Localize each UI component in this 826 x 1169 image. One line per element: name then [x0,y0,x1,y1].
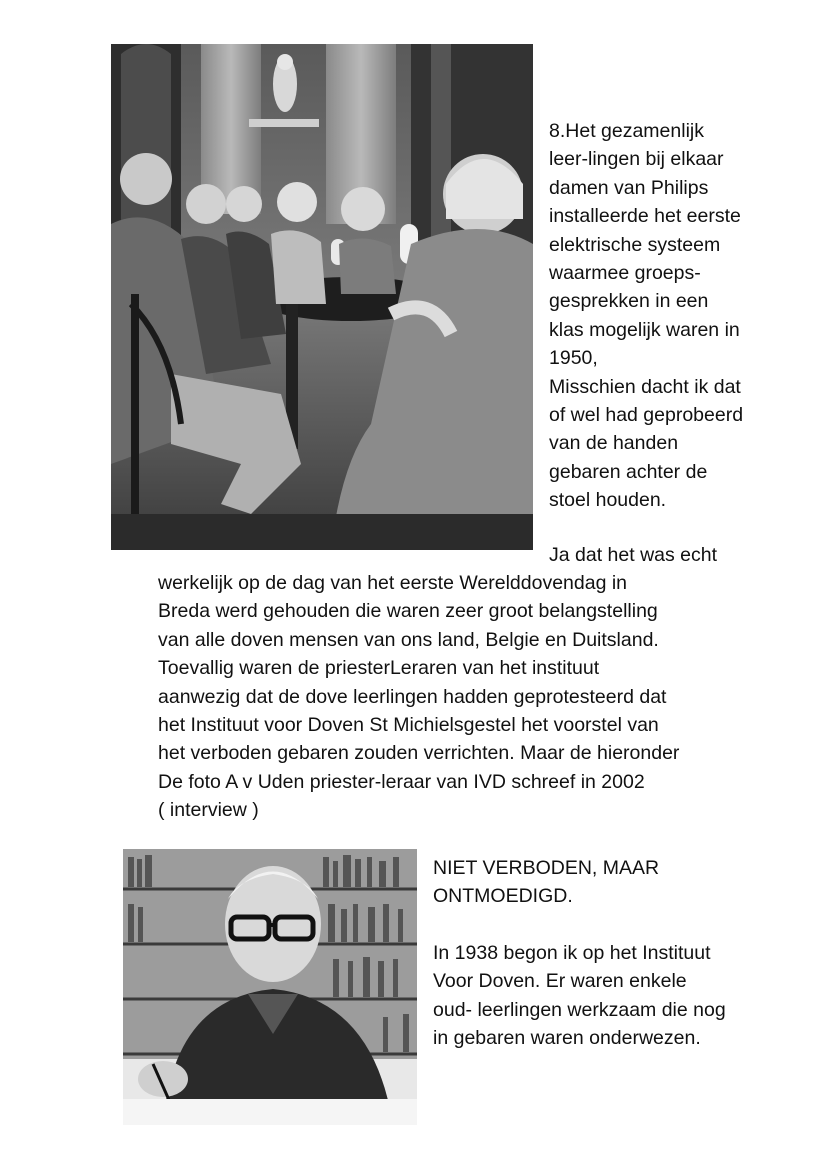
body-line: van alle doven mensen van ons land, Belgie en Duitsland. [158,628,659,651]
quote-line: oud- leerlingen werkzaam die nog [433,998,726,1021]
caption-line: installeerde het eerste [549,205,741,228]
quote-line: In 1938 begon ik op het Instituut [433,942,711,964]
quote-line: Voor Doven. Er waren enkele [433,970,687,993]
caption-line: damen van Philips [549,176,709,199]
body-line: het verboden gebaren zouden verrichten. Maar de hieronder [158,742,680,765]
photo-caption [549,117,819,515]
quote-line: in gebaren waren onderwezen. [433,1027,701,1050]
body-line: Breda werd gehouden die waren zeer groot belangstelling [158,600,658,623]
classroom-photo [111,44,533,550]
body-line: werkelijk op de dag van het eerste Werelddovendag in [158,572,628,594]
caption-line: 8.Het gezamenlijk [549,120,704,142]
body-line: Toevallig waren de priesterLeraren van het instituut [158,657,600,680]
caption-line: Misschien dacht ik dat [549,375,741,398]
classroom-photo-illustration [111,44,533,550]
body-line: aanwezig dat de dove leerlingen hadden geprotesteerd dat [158,685,667,708]
caption-line: gebaren achter de [549,460,708,483]
caption-line: stoel houden. [549,489,667,512]
caption-line: waarmee groeps- [549,262,701,285]
caption-line: klas mogelijk waren in [549,318,740,341]
body-line: De foto A v Uden priester-leraar van IVD schreef in 2002 [158,770,645,793]
caption-line: van de handen [549,432,679,455]
quote-heading-line: ONTMOEDIGD. [433,885,573,908]
caption-line: of wel had geprobeerd [549,404,744,427]
caption-line: elektrische systeem [549,233,721,256]
quote-heading [433,854,659,911]
caption-line: gesprekken in een [549,290,709,313]
body-intro: Ja dat het was echt [549,544,718,566]
body-paragraph [158,569,679,825]
caption-line: leer-lingen bij elkaar [549,148,724,171]
body-line: ( interview ) [158,799,259,822]
body-line: het Instituut voor Doven St Michielsgestel het voorstel van [158,714,659,737]
quote-heading-line: NIET VERBODEN, MAAR [433,857,660,879]
teacher-photo [123,849,417,1125]
caption-line: 1950, [549,347,598,370]
quote-paragraph [433,939,726,1053]
teacher-photo-illustration [123,849,417,1125]
